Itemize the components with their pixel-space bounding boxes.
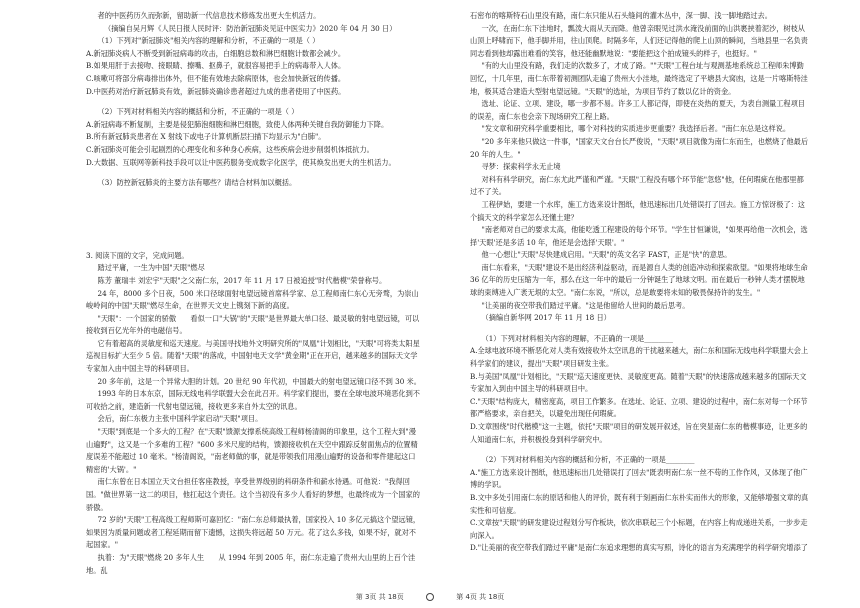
paragraph: "天眼"：一个国家的骄傲 看似一口"大锅"的"天眼"是世界最大单口径、最灵敏的射电望远镜，可以接收到百亿光年外的电磁信号。 xyxy=(86,313,420,336)
citation: （摘编自新华网 2017 年 11 月 18 日） xyxy=(481,313,611,323)
paragraph: "让美丽的夜空带我们踏过平庸。"这是他留给人世间的最后思考。 xyxy=(481,300,690,310)
page-number-right: 第 4页 共 18页 xyxy=(456,593,505,601)
question-stem: （1）下列对材料相关内容的理解，不正确的一项是________ xyxy=(481,333,673,343)
subheading: 寻梦：探索科学永无止境 xyxy=(481,162,561,172)
option-b: B.与美国"凤凰"计划相比，"天眼"巡天速度更快、灵敏度更高。随着"天眼"的快速落成越来越多的国际天文专家加入到由中国主导的科研项目中。 xyxy=(470,371,807,394)
option-c: C.文章按"天眼"的研发建设过程划分写作板块，依次串联起三个小标题，在内容上构成递进关系，一步步走向深入。 xyxy=(470,518,808,540)
paragraph: "南老师对自己的要求太高，他能吃透工程建设的每个环节。"学生甘恒谦说，"如果再给他一次机会，选择'天眼'还是多活 10 年，他还是会选择'天眼'。" xyxy=(470,225,808,247)
paragraph: 一次，在南仁东下洼地时，瓢泼大雨从天而降。他曾亲眼见过洪水淹没前面的山洪裹挟着泥沙，树枝从山顶上呼啸而下，他手脚并用，往山顶爬。时隔多年，人们还记得他的爬上山顶的瞬间，当地县里一名负责同志看到他却露出难看的笑容，他还能幽默地说："要能把这个拍成镜头的样子，也挺好。" xyxy=(470,23,808,58)
option-b: B.如果用肝于去接吻、接眼睛、擦嘴、抠鼻子，就很容易把手上的病毒带入人体。 xyxy=(86,61,346,71)
option-c: C.新冠肺炎可能会引起剧烈的心理变化和多种身心疾病，这些疾病会进步削弱机体抵抗力。 xyxy=(86,144,374,154)
left-column xyxy=(86,10,421,577)
option-a: A.新冠肺炎病人不断受到新冠病毒的攻击，白细胞总数和淋巴细胞计数都会减少。 xyxy=(86,48,346,58)
option-a: A."施工方选来设计图纸，他迅速标出几处错误打了回去"既表明南仁东一丝不苟的工作作风，又体现了他广博的学识。 xyxy=(470,467,808,490)
option-d: D.大数据、互联网等新科技手段可以让中医药服务变成数字化医学，使其焕发出更大的生机活力。 xyxy=(86,157,396,167)
option-b: B.文中多处引用南仁东的原话和他人的评价，既有利于刻画南仁东朴实而伟大的形象，又能够增强文章的真实性和可信度。 xyxy=(470,492,809,515)
right-column xyxy=(470,10,810,555)
paragraph: 工程伊始，要建一个水库，施工方选来设计图纸，他迅速标出几处错误打了回去。施工方惊讶极了：这个搞天文的科学家怎么还懂土建？ xyxy=(470,199,805,222)
paragraph: 20 多年前，这是一个异常大胆的计划。20 世纪 90 年代初，中国最大的射电望远镜口径不到 30 米。 xyxy=(97,376,421,386)
paragraph: 24 年，8000 多个日夜，500 米口径球面射电望远镜首席科学家、总工程师南仁东心无旁骛，为崇山峻岭间的中国"天眼"燃尽生命，在世界天文史上镌刻下新的高度。 xyxy=(86,288,419,311)
section-heading: 3. 阅读下面的文字，完成问题。 xyxy=(86,250,189,260)
question-stem: （1）下列对"新冠肺炎"相关内容的理解和分析，不正确的一项是（ ） xyxy=(97,36,320,46)
paragraph: 南仁东看来，"天眼"建设不是出经济利益驱动，而是源自人类的创造冲动和探索欲望。"如果将地球生命 36 亿年的历史压缩为一年，那么在这一年中的最后一分钟诞生了地球文明。而在最后一秒钟人类才摆脱地球的束缚进入广袤无垠的太空。"南仁东说，"所以，总是敢要将未知的敬畏保持许的发生。" xyxy=(470,262,808,298)
paragraph: 对科有科学研究，南仁东尤此严谨和严谨。"天眼"工程没有哪个环节能"忽悠"他，任何瑕疵在他那里都过不了关。 xyxy=(470,174,804,197)
question-stem: （3）防控新冠肺炎的主要方法有哪些？请结合材料加以概括。 xyxy=(97,178,297,188)
option-c: C."天眼"结构庞大，精密度高，项目工作繁多。在选址、论证、立项、建设的过程中，南仁东对每一个环节都严格要求，亲自把关，以避免出现任何瑕疵。 xyxy=(470,396,808,419)
paragraph: 石密布的喀斯特石山里没有路，南仁东只能从石头缝间的灌木丛中，深一脚、浅一脚地踏过去。 xyxy=(470,11,772,20)
paragraph: 72 岁的"天眼"工程高级工程师斯可嘉回忆："南仁东总师最执着，国家投入 10 多亿元搞这个望远镜，如果因为质量问题或者工程延期而留下遗憾，这损失将远超 50 万元。花了这么多钱，如果不好，就对不起国家。" xyxy=(86,515,421,550)
option-d: D.中医药对治疗新冠肺炎有效，新冠肺炎确诊患者超过九成的患者使用了中医药。 xyxy=(86,86,346,96)
option-c: C.咳嗽可将部分病毒排出体外，但不能有效地去除病原体，也会加快新冠的传播。 xyxy=(86,73,346,83)
option-b: B.所有新冠肺炎患者在 X 射线下或电子计算机断层扫描下均显示为"白肺"。 xyxy=(86,132,326,142)
paragraph: 会后，南仁东极力主张中国科学家启动"天眼"项目。 xyxy=(97,414,263,424)
question-stem: （2）下列对材料相关内容的概括和分析，不正确的一项是________ xyxy=(481,455,695,465)
option-a: A.全球电波环境不断恶化对人类有效接收外太空讯息的干扰越来越大，南仁东和国际无线电科学联盟大会上科学家们的建议，提出"天眼"项目研发主张。 xyxy=(470,346,809,369)
question-stem: （2）下列对材料相关内容的概括和分析，不正确的一项是（ ） xyxy=(97,107,299,117)
paragraph: "20 多年来他只做这一件事，"国家天文台台长严俊说，"天眼"项目就像为南仁东而生，也燃烧了他最后 20 年的人生。" xyxy=(470,136,809,159)
paragraph: "有的大山里没有路，我们走的次数多了，才成了路。""天眼"工程台址与观测基地系统总工程师朱博勤回忆，十几年里，南仁东带着初测团队走遍了贵州大小洼地，最终选定了平塘县大窝凼，这是一片喀斯特洼地，极其适合建造大型射电望远镜。"天眼"的选址，为项目节约了数以亿计的资金。 xyxy=(470,61,808,96)
paragraph: 它有着超高的灵敏度和巡天速度。与美国寻找地外文明研究所的"凤凰"计划相比，"天眼"可将类太阳星巡视目标扩大至少 5 倍。随着"天眼"的落成，中国射电天文学"黄金期"正在开启，越来越多的国际天文学专家加入由中国主导的科研项目。 xyxy=(86,338,420,374)
paragraph: 1993 年的日本东京，国际无线电科学联盟大会在此召开。科学家们提出，要在全球电波环境恶化到不可收拾之前，建造新一代射电望远镜，接收更多来自外太空的讯息。 xyxy=(86,389,420,411)
circle-icon xyxy=(426,593,434,601)
paragraph: 选址、论证、立项、建设，哪一步都不易。许多工人都记得，即使在炎热的夏天，为表自测量工程项目的误差，南仁东也会亲下现场研究工程上路。 xyxy=(470,99,805,121)
byline: 陈芳 董瑞丰 刘宏宇"天眼"之父南仁东，2017 年 11 月 17 日被追授"时代楷模"荣誉称号。 xyxy=(97,275,387,285)
paragraph: 者的中医药历久而弥新，留助新一代信息技术修炼发出更大生机活力。 xyxy=(97,11,321,20)
paragraph: 他一心想让"天眼"尽快建成启用。"天眼"的英文名字 FAST，正是"快"的意思。 xyxy=(481,250,732,260)
article-title: 踏过平庸，一生为中国"天眼"燃尽 xyxy=(97,263,205,273)
paragraph: 执着：为"天眼"燃烧 20 多年人生 从 1994 年到 2005 年，南仁东走遍了贵州大山里的上百个洼地。乱 xyxy=(86,552,416,575)
paragraph: "发文章和研究科学重要相比，哪个对科技的实质进步更重要？我选择后者。"南仁东总是这样说。 xyxy=(481,124,791,134)
page-footer xyxy=(0,592,860,602)
paragraph: 南仁东曾在日本国立天文台担任客座教授，享受世界级别的科研条件和薪水待遇。可他说："我得回国。"做世界第一这二的项目，他扛起这个责任。这个当初没有多少人看好的梦想，也最终成为一个国家的骄傲。 xyxy=(86,477,420,512)
citation: （摘编自吴月辉《人民日报人民时评：防治新冠肺炎见证中医实力》2020 年 04 月 30 日） xyxy=(104,23,397,33)
option-d: D."让美丽的夜空带我们踏过平庸"是南仁东追求理想的真实写照，诗化的语言为充满理学的科学研究增添了 xyxy=(470,543,808,553)
option-a: A.新冠病毒不断复制，主要是侵犯肺泡细胞和淋巴细胞，致使人体两种关键自我防御能力下降。 xyxy=(86,119,389,129)
option-d: D.文章围绕"时代楷模"这一主题，依托"天眼"项目的研发展开叙述，旨在突显南仁东的楷模事迹，让更多的人知道南仁东，并积极投身到科学研究中。 xyxy=(470,422,808,444)
paragraph: "天眼"到底是一个多大的工程？在"天眼"馈源支撑系统高级工程师杨清阁的印象里，这个工程大到"漫山遍野"，这又是一个多难的工程？"600 多米尺度的结构，馈源接收机在天空中跟踪反射面焦点的位置精度误差不能超过 10 毫米。"杨清阁说，"南老师做的事，就是带领我们用漫山遍野的设备和零件建起这口精密的'大锅'。" xyxy=(86,427,418,474)
page-number-left: 第 3页 共 18页 xyxy=(355,593,404,601)
